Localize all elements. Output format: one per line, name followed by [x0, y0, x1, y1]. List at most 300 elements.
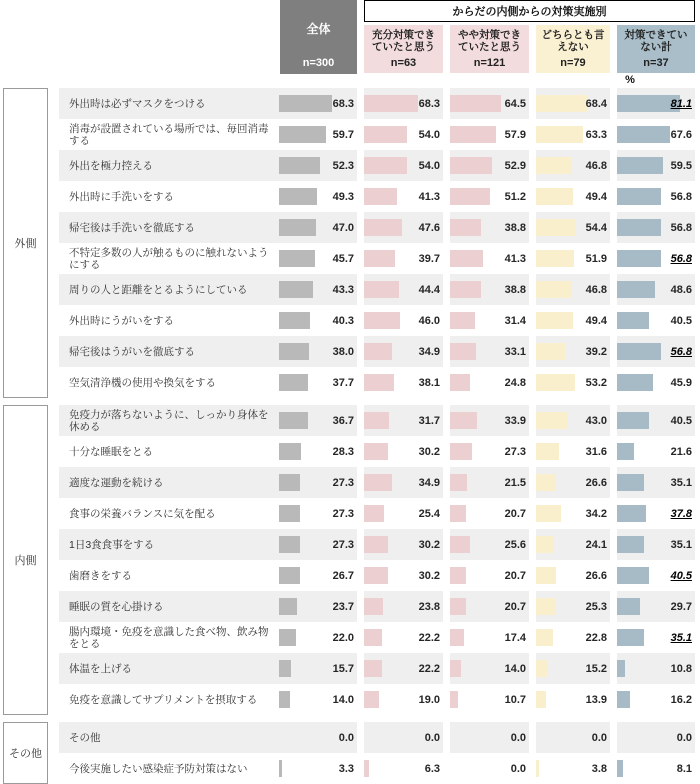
value-bar — [536, 505, 561, 522]
value-text: 0.0 — [510, 762, 526, 775]
value-text: 24.1 — [585, 538, 607, 551]
value-text: 24.8 — [504, 376, 526, 389]
value-cell — [279, 274, 357, 305]
value-bar — [450, 660, 461, 677]
table-row — [0, 181, 700, 212]
row-main — [59, 367, 357, 398]
value-text: 30.2 — [418, 538, 440, 551]
value-bar — [617, 443, 634, 460]
value-cell — [364, 436, 443, 467]
value-text: 13.9 — [585, 693, 607, 706]
value-bar — [617, 312, 649, 329]
table-row — [0, 367, 700, 398]
column-header-not-implemented — [617, 25, 695, 73]
table-row — [0, 467, 700, 498]
value-bar — [617, 374, 653, 391]
value-bar — [364, 343, 392, 360]
value-text: 56.8 — [670, 190, 692, 203]
value-cell — [617, 367, 695, 398]
row-label: 食事の栄養バランスに気を配る — [69, 507, 216, 520]
row-main — [59, 436, 357, 467]
value-bar — [279, 343, 309, 360]
value-cell — [536, 405, 610, 436]
value-text: 27.3 — [332, 507, 354, 520]
value-bar — [536, 312, 573, 329]
value-bar — [617, 760, 623, 777]
value-cell — [364, 181, 443, 212]
value-cell — [536, 367, 610, 398]
row-label: その他 — [69, 731, 101, 744]
value-cell — [279, 367, 357, 398]
value-text: 26.6 — [585, 476, 607, 489]
value-bar — [617, 412, 649, 429]
value-cell — [364, 722, 443, 753]
value-bar — [364, 474, 392, 491]
value-bar — [364, 567, 388, 584]
value-text: 38.0 — [332, 345, 354, 358]
value-cell — [450, 591, 529, 622]
value-cell — [617, 212, 695, 243]
value-text: 49.3 — [332, 190, 354, 203]
row-main — [59, 498, 357, 529]
value-cell — [450, 150, 529, 181]
value-cell — [364, 88, 443, 119]
value-text: 48.6 — [670, 283, 692, 296]
value-bar — [364, 505, 384, 522]
value-bar — [536, 126, 583, 143]
value-cell — [536, 436, 610, 467]
value-cell — [450, 653, 529, 684]
table-row — [0, 243, 700, 274]
value-text: 46.8 — [585, 283, 607, 296]
value-cell — [364, 622, 443, 653]
value-cell — [364, 212, 443, 243]
row-main — [59, 243, 357, 274]
value-cell — [364, 336, 443, 367]
column-header-label: 対策できていない計 — [624, 29, 688, 53]
value-cell — [450, 181, 529, 212]
value-bar — [364, 250, 395, 267]
value-bar — [617, 250, 661, 267]
value-text: 36.7 — [332, 414, 354, 427]
table-row — [0, 336, 700, 367]
value-text: 26.7 — [332, 569, 354, 582]
value-text: 8.1 — [676, 762, 692, 775]
value-bar — [279, 412, 308, 429]
value-bar — [617, 474, 644, 491]
value-bar — [279, 126, 326, 143]
value-cell — [450, 243, 529, 274]
value-bar — [450, 629, 464, 646]
value-cell — [450, 274, 529, 305]
value-bar — [364, 760, 369, 777]
value-bar — [279, 567, 300, 584]
value-text: 21.5 — [504, 476, 526, 489]
value-text: 15.7 — [332, 662, 354, 675]
value-text: 15.2 — [585, 662, 607, 675]
value-cell — [536, 212, 610, 243]
value-cell — [364, 305, 443, 336]
value-cell — [450, 560, 529, 591]
value-text: 0.0 — [510, 731, 526, 744]
unit-label: % — [625, 74, 635, 86]
value-cell — [364, 274, 443, 305]
value-cell — [279, 88, 357, 119]
value-text: 20.7 — [504, 507, 526, 520]
value-text: 0.0 — [591, 731, 607, 744]
value-text: 52.9 — [504, 159, 526, 172]
value-bar — [536, 157, 571, 174]
value-cell — [450, 336, 529, 367]
value-cell — [279, 436, 357, 467]
value-cell — [617, 150, 695, 181]
row-main — [59, 181, 357, 212]
value-bar — [364, 629, 382, 646]
value-text: 68.3 — [418, 97, 440, 110]
value-bar — [364, 126, 407, 143]
value-bar — [617, 567, 649, 584]
value-bar — [279, 250, 315, 267]
value-text: 22.2 — [418, 631, 440, 644]
value-cell — [536, 753, 610, 784]
value-text: 31.7 — [418, 414, 440, 427]
table-row — [0, 150, 700, 181]
value-bar — [617, 536, 644, 553]
table-row — [0, 653, 700, 684]
row-label: 腸内環境・免疫を意識した食べ物、飲み物をとる — [69, 625, 269, 650]
value-text: 39.2 — [585, 345, 607, 358]
row-label: 外出時に手洗いをする — [69, 190, 174, 203]
value-text: 35.1 — [670, 476, 692, 489]
value-cell — [617, 653, 695, 684]
value-text: 17.4 — [504, 631, 526, 644]
value-bar — [279, 474, 300, 491]
value-text: 59.7 — [332, 128, 354, 141]
value-cell — [536, 467, 610, 498]
value-cell — [279, 591, 357, 622]
group-label-外側: 外側 — [3, 88, 48, 398]
value-text: 25.4 — [418, 507, 440, 520]
value-bar — [364, 598, 383, 615]
table-row — [0, 498, 700, 529]
value-text: 31.6 — [585, 445, 607, 458]
value-cell — [536, 653, 610, 684]
value-cell — [450, 467, 529, 498]
value-text: 20.7 — [504, 569, 526, 582]
value-cell — [364, 560, 443, 591]
overall-column-n: n=300 — [302, 57, 335, 69]
value-bar — [617, 219, 661, 236]
value-text: 28.3 — [332, 445, 354, 458]
value-cell — [279, 622, 357, 653]
value-bar — [617, 281, 655, 298]
value-text: 22.0 — [332, 631, 354, 644]
breakdown-title: からだの内側からの対策実施別 — [364, 0, 695, 22]
value-text: 22.2 — [418, 662, 440, 675]
value-bar — [279, 188, 317, 205]
value-cell — [279, 722, 357, 753]
value-text: 38.1 — [418, 376, 440, 389]
value-bar — [279, 629, 296, 646]
value-text: 43.0 — [585, 414, 607, 427]
overall-column-label: 全体 — [306, 22, 331, 36]
value-cell — [617, 498, 695, 529]
value-cell — [364, 119, 443, 150]
value-text: 52.3 — [332, 159, 354, 172]
value-text: 30.2 — [418, 445, 440, 458]
value-bar — [617, 660, 625, 677]
value-cell — [364, 753, 443, 784]
value-bar — [536, 281, 571, 298]
value-cell — [617, 560, 695, 591]
value-text: 22.8 — [585, 631, 607, 644]
value-bar — [450, 157, 492, 174]
value-text: 40.5 — [670, 414, 692, 427]
value-text: 6.3 — [424, 762, 440, 775]
value-text: 34.9 — [418, 345, 440, 358]
value-bar — [279, 157, 320, 174]
row-main — [59, 529, 357, 560]
value-text: 56.8 — [670, 252, 692, 265]
value-text: 51.9 — [585, 252, 607, 265]
value-text: 16.2 — [670, 693, 692, 706]
value-cell — [450, 753, 529, 784]
value-cell — [617, 274, 695, 305]
column-header-n: n=37 — [643, 57, 669, 69]
value-bar — [536, 629, 553, 646]
column-header-n: n=121 — [473, 57, 506, 69]
value-text: 47.6 — [418, 221, 440, 234]
table-row — [0, 684, 700, 715]
value-text: 34.9 — [418, 476, 440, 489]
value-text: 37.8 — [670, 507, 692, 520]
value-text: 0.0 — [424, 731, 440, 744]
value-bar — [617, 126, 670, 143]
value-bar — [364, 660, 382, 677]
value-cell — [617, 722, 695, 753]
value-bar — [364, 157, 407, 174]
value-text: 41.3 — [418, 190, 440, 203]
value-text: 27.3 — [332, 538, 354, 551]
row-main — [59, 722, 357, 753]
value-bar — [279, 443, 301, 460]
value-cell — [279, 753, 357, 784]
row-main — [59, 88, 357, 119]
value-bar — [617, 629, 644, 646]
row-label: 周りの人と距離をとるようにしている — [69, 283, 248, 296]
value-bar — [450, 219, 481, 236]
value-text: 29.7 — [670, 600, 692, 613]
value-cell — [536, 622, 610, 653]
value-cell — [279, 467, 357, 498]
value-bar — [450, 95, 501, 112]
value-text: 64.5 — [504, 97, 526, 110]
value-cell — [536, 498, 610, 529]
value-cell — [617, 622, 695, 653]
value-text: 35.1 — [670, 631, 692, 644]
value-cell — [536, 591, 610, 622]
value-bar — [536, 443, 559, 460]
value-bar — [279, 281, 313, 298]
value-text: 68.4 — [585, 97, 607, 110]
value-text: 10.8 — [670, 662, 692, 675]
row-label: 1日3食食事をする — [69, 538, 155, 551]
value-text: 0.0 — [338, 731, 354, 744]
value-bar — [279, 374, 308, 391]
value-cell — [279, 212, 357, 243]
value-text: 57.9 — [504, 128, 526, 141]
value-bar — [536, 95, 587, 112]
value-text: 27.3 — [332, 476, 354, 489]
value-text: 54.0 — [418, 159, 440, 172]
value-bar — [450, 443, 472, 460]
value-text: 27.3 — [504, 445, 526, 458]
value-cell — [617, 88, 695, 119]
value-bar — [279, 95, 332, 112]
value-text: 53.2 — [585, 376, 607, 389]
value-text: 40.5 — [670, 314, 692, 327]
value-bar — [450, 188, 490, 205]
group-label-その他: その他 — [3, 722, 48, 784]
row-label: 適度な運動を続ける — [69, 476, 164, 489]
row-main — [59, 212, 357, 243]
value-text: 33.1 — [504, 345, 526, 358]
value-text: 45.9 — [670, 376, 692, 389]
value-text: 81.1 — [670, 97, 692, 110]
row-label: 外出時にうがいをする — [69, 314, 174, 327]
value-cell — [536, 336, 610, 367]
value-cell — [279, 529, 357, 560]
table-row — [0, 405, 700, 436]
value-text: 33.9 — [504, 414, 526, 427]
value-cell — [536, 684, 610, 715]
row-main — [59, 653, 357, 684]
value-cell — [536, 305, 610, 336]
column-header-neutral — [536, 25, 610, 73]
column-header-label: やや対策できていたと思う — [458, 29, 521, 53]
value-text: 56.8 — [670, 221, 692, 234]
table-row — [0, 88, 700, 119]
value-bar — [450, 126, 496, 143]
value-text: 51.2 — [504, 190, 526, 203]
value-bar — [617, 598, 640, 615]
value-cell — [364, 467, 443, 498]
value-bar — [536, 412, 568, 429]
column-header-n: n=63 — [390, 57, 417, 69]
column-header-label: どちらとも言えない — [541, 29, 605, 53]
column-header-sufficient — [364, 25, 443, 73]
value-bar — [279, 536, 300, 553]
value-cell — [450, 722, 529, 753]
value-cell — [364, 591, 443, 622]
row-label: 免疫を意識してサプリメントを摂取する — [69, 693, 258, 706]
value-cell — [617, 467, 695, 498]
value-cell — [617, 405, 695, 436]
row-label: 今後実施したい感染症予防対策はない — [69, 762, 248, 775]
value-text: 63.3 — [585, 128, 607, 141]
value-text: 40.3 — [332, 314, 354, 327]
row-label: 消毒が設置されている場所では、毎回消毒する — [69, 122, 269, 147]
row-main — [59, 684, 357, 715]
value-cell — [536, 560, 610, 591]
value-cell — [364, 150, 443, 181]
value-cell — [279, 119, 357, 150]
value-bar — [364, 281, 399, 298]
value-text: 44.4 — [418, 283, 440, 296]
value-cell — [450, 529, 529, 560]
row-label: 体温を上げる — [69, 662, 132, 675]
value-bar — [536, 250, 574, 267]
value-bar — [536, 598, 555, 615]
value-text: 14.0 — [332, 693, 354, 706]
value-text: 25.6 — [504, 538, 526, 551]
value-text: 23.7 — [332, 600, 354, 613]
value-text: 30.2 — [418, 569, 440, 582]
value-bar — [450, 343, 476, 360]
value-cell — [364, 243, 443, 274]
value-cell — [364, 405, 443, 436]
value-cell — [536, 722, 610, 753]
row-label: 帰宅後はうがいを徹底する — [69, 345, 195, 358]
row-label: 歯磨きをする — [69, 569, 132, 582]
table-row — [0, 436, 700, 467]
value-bar — [536, 760, 539, 777]
value-cell — [536, 181, 610, 212]
value-cell — [450, 436, 529, 467]
table-row — [0, 591, 700, 622]
value-cell — [450, 622, 529, 653]
table-row — [0, 753, 700, 784]
value-text: 0.0 — [676, 731, 692, 744]
value-bar — [450, 281, 481, 298]
value-cell — [450, 684, 529, 715]
value-bar — [536, 691, 546, 708]
value-text: 19.0 — [418, 693, 440, 706]
value-cell — [617, 684, 695, 715]
table-row — [0, 274, 700, 305]
table-row — [0, 722, 700, 753]
value-cell — [279, 498, 357, 529]
row-label: 外出時は必ずマスクをつける — [69, 97, 206, 110]
table-row — [0, 305, 700, 336]
value-bar — [450, 312, 475, 329]
row-label: 不特定多数の人が触るものに触れないようにする — [69, 246, 269, 271]
column-header-label: 充分対策できていたと思う — [372, 29, 435, 53]
value-text: 26.6 — [585, 569, 607, 582]
value-cell — [536, 529, 610, 560]
value-cell — [617, 753, 695, 784]
table-row — [0, 119, 700, 150]
value-bar — [617, 691, 630, 708]
value-bar — [450, 412, 477, 429]
table-row — [0, 622, 700, 653]
value-cell — [450, 88, 529, 119]
value-cell — [364, 529, 443, 560]
value-text: 41.3 — [504, 252, 526, 265]
value-bar — [279, 312, 310, 329]
value-text: 23.8 — [418, 600, 440, 613]
value-bar — [536, 660, 547, 677]
row-label: 十分な睡眠をとる — [69, 445, 153, 458]
value-cell — [279, 653, 357, 684]
value-cell — [450, 305, 529, 336]
value-text: 31.4 — [504, 314, 526, 327]
row-main — [59, 753, 357, 784]
overall-column-header — [280, 0, 357, 74]
value-bar — [450, 250, 483, 267]
value-bar — [279, 660, 291, 677]
value-cell — [617, 181, 695, 212]
